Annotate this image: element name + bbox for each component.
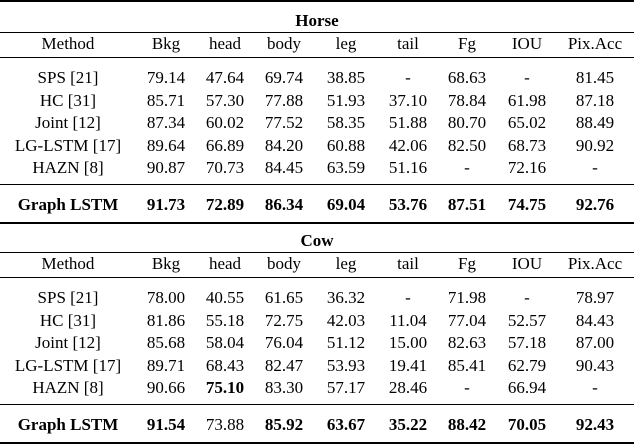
value-cell: 72.16: [507, 158, 547, 177]
value-cell: 65.02: [507, 113, 547, 132]
header-rule: [0, 277, 634, 278]
value-cell: 91.54: [146, 415, 186, 434]
value-cell: 90.92: [575, 135, 615, 155]
value-cell: 78.84: [447, 90, 487, 110]
value-cell: body: [267, 34, 301, 53]
method-cell: LG-LSTM [17]: [14, 135, 122, 155]
ours-rule: [0, 184, 634, 185]
method-cell: Graph LSTM: [17, 415, 119, 434]
value-cell: 71.98: [447, 288, 487, 307]
value-cell: 85.41: [447, 355, 487, 375]
value-cell: 69.74: [264, 68, 304, 87]
value-cell: 89.64: [146, 135, 186, 155]
table-row: [0, 67, 634, 89]
value-cell: tail: [397, 254, 419, 273]
value-cell: 87.34: [146, 113, 186, 132]
value-cell: 88.42: [447, 415, 487, 434]
method-cell: Method: [41, 254, 95, 273]
value-cell: 19.41: [388, 355, 428, 375]
value-cell: -: [592, 158, 598, 177]
value-cell: 51.12: [326, 333, 366, 352]
value-cell: 85.71: [146, 90, 186, 110]
value-cell: 72.89: [205, 195, 245, 214]
method-cell: Joint [12]: [35, 113, 101, 132]
value-cell: 73.88: [205, 415, 245, 434]
value-cell: -: [524, 68, 530, 87]
table-row: [0, 112, 634, 134]
value-cell: 61.98: [507, 90, 547, 110]
value-cell: head: [208, 34, 242, 53]
value-cell: 90.66: [146, 378, 186, 397]
value-cell: 28.46: [388, 378, 428, 397]
value-cell: 62.79: [507, 355, 547, 375]
section-title: Horse: [295, 11, 339, 30]
value-cell: head: [208, 254, 242, 273]
table-row: [0, 135, 634, 157]
header-row: [0, 253, 634, 275]
value-cell: -: [592, 378, 598, 397]
value-cell: -: [524, 288, 530, 307]
value-cell: 57.30: [205, 90, 245, 110]
value-cell: 47.64: [205, 68, 245, 87]
value-cell: 36.32: [326, 288, 366, 307]
value-cell: 42.06: [388, 135, 428, 155]
value-cell: 76.04: [264, 333, 304, 352]
ours-rule: [0, 404, 634, 405]
value-cell: 58.04: [205, 333, 245, 352]
value-cell: 87.51: [447, 195, 487, 214]
value-cell: 81.45: [575, 68, 615, 87]
header-row: [0, 33, 634, 55]
table-row: [0, 310, 634, 332]
value-cell: 77.88: [264, 90, 304, 110]
value-cell: 84.45: [264, 158, 304, 177]
value-cell: 69.04: [326, 195, 366, 214]
value-cell: 82.47: [264, 355, 304, 375]
value-cell: Fg: [458, 254, 476, 273]
value-cell: 60.02: [205, 113, 245, 132]
value-cell: -: [464, 378, 470, 397]
method-cell: LG-LSTM [17]: [14, 355, 122, 375]
value-cell: 84.43: [575, 310, 615, 330]
value-cell: 40.55: [205, 288, 245, 307]
value-cell: 78.97: [575, 288, 615, 307]
value-cell: 90.87: [146, 158, 186, 177]
value-cell: 37.10: [388, 90, 428, 110]
value-cell: Fg: [458, 34, 476, 53]
value-cell: Pix.Acc: [567, 34, 623, 53]
value-cell: 85.92: [264, 415, 304, 434]
method-cell: HAZN [8]: [32, 158, 104, 177]
value-cell: 51.88: [388, 113, 428, 132]
value-cell: -: [464, 158, 470, 177]
value-cell: 38.85: [326, 68, 366, 87]
value-cell: 80.70: [447, 113, 487, 132]
value-cell: Bkg: [151, 34, 181, 53]
ours-row: [0, 414, 634, 436]
value-cell: 87.18: [575, 90, 615, 110]
value-cell: 53.93: [326, 355, 366, 375]
value-cell: 92.76: [575, 195, 615, 214]
value-cell: 58.35: [326, 113, 366, 132]
table-row: [0, 355, 634, 377]
value-cell: 84.20: [264, 135, 304, 155]
value-cell: 74.75: [507, 195, 547, 214]
bottom-rule: [0, 222, 634, 224]
value-cell: 78.00: [146, 288, 186, 307]
value-cell: Pix.Acc: [567, 254, 623, 273]
value-cell: 68.43: [205, 355, 245, 375]
value-cell: 72.75: [264, 310, 304, 330]
table-row: [0, 332, 634, 354]
method-cell: SPS [21]: [37, 288, 99, 307]
value-cell: 66.94: [507, 378, 547, 397]
method-cell: Method: [41, 34, 95, 53]
value-cell: 75.10: [205, 378, 245, 397]
value-cell: 82.50: [447, 135, 487, 155]
value-cell: 61.65: [264, 288, 304, 307]
method-cell: SPS [21]: [37, 68, 99, 87]
value-cell: 86.34: [264, 195, 304, 214]
value-cell: 92.43: [575, 415, 615, 434]
value-cell: 57.17: [326, 378, 366, 397]
value-cell: 88.49: [575, 113, 615, 132]
value-cell: 68.63: [447, 68, 487, 87]
value-cell: 35.22: [388, 415, 428, 434]
value-cell: -: [405, 68, 411, 87]
value-cell: 42.03: [326, 310, 366, 330]
value-cell: IOU: [511, 254, 543, 273]
method-cell: HC [31]: [39, 90, 97, 110]
value-cell: 85.68: [146, 333, 186, 352]
value-cell: 15.00: [388, 333, 428, 352]
value-cell: Bkg: [151, 254, 181, 273]
header-rule: [0, 57, 634, 58]
value-cell: 53.76: [388, 195, 428, 214]
ours-row: [0, 194, 634, 216]
value-cell: 77.04: [447, 310, 487, 330]
method-cell: HC [31]: [39, 310, 97, 330]
value-cell: 63.59: [326, 158, 366, 177]
method-cell: Joint [12]: [35, 333, 101, 352]
method-cell: Graph LSTM: [17, 195, 119, 214]
top-rule: [0, 0, 634, 2]
method-cell: HAZN [8]: [32, 378, 104, 397]
value-cell: tail: [397, 34, 419, 53]
value-cell: leg: [335, 34, 357, 53]
value-cell: -: [405, 288, 411, 307]
table-row: [0, 90, 634, 112]
table-row: [0, 377, 634, 399]
value-cell: 82.63: [447, 333, 487, 352]
value-cell: 77.52: [264, 113, 304, 132]
value-cell: 51.16: [388, 158, 428, 177]
value-cell: 70.73: [205, 158, 245, 177]
value-cell: 51.93: [326, 90, 366, 110]
section-title: Cow: [300, 231, 334, 250]
value-cell: leg: [335, 254, 357, 273]
value-cell: 90.43: [575, 355, 615, 375]
value-cell: 81.86: [146, 310, 186, 330]
value-cell: 63.67: [326, 415, 366, 434]
value-cell: IOU: [511, 34, 543, 53]
table-row: [0, 157, 634, 179]
value-cell: 11.04: [389, 310, 427, 330]
value-cell: 79.14: [146, 68, 186, 87]
value-cell: 57.18: [507, 333, 547, 352]
value-cell: 87.00: [575, 333, 615, 352]
value-cell: 89.71: [146, 355, 186, 375]
value-cell: 55.18: [205, 310, 245, 330]
value-cell: 83.30: [264, 378, 304, 397]
value-cell: body: [267, 254, 301, 273]
value-cell: 60.88: [326, 135, 366, 155]
value-cell: 68.73: [507, 135, 547, 155]
value-cell: 91.73: [146, 195, 186, 214]
table-row: [0, 287, 634, 309]
value-cell: 66.89: [205, 135, 245, 155]
value-cell: 70.05: [507, 415, 547, 434]
value-cell: 52.57: [507, 310, 547, 330]
